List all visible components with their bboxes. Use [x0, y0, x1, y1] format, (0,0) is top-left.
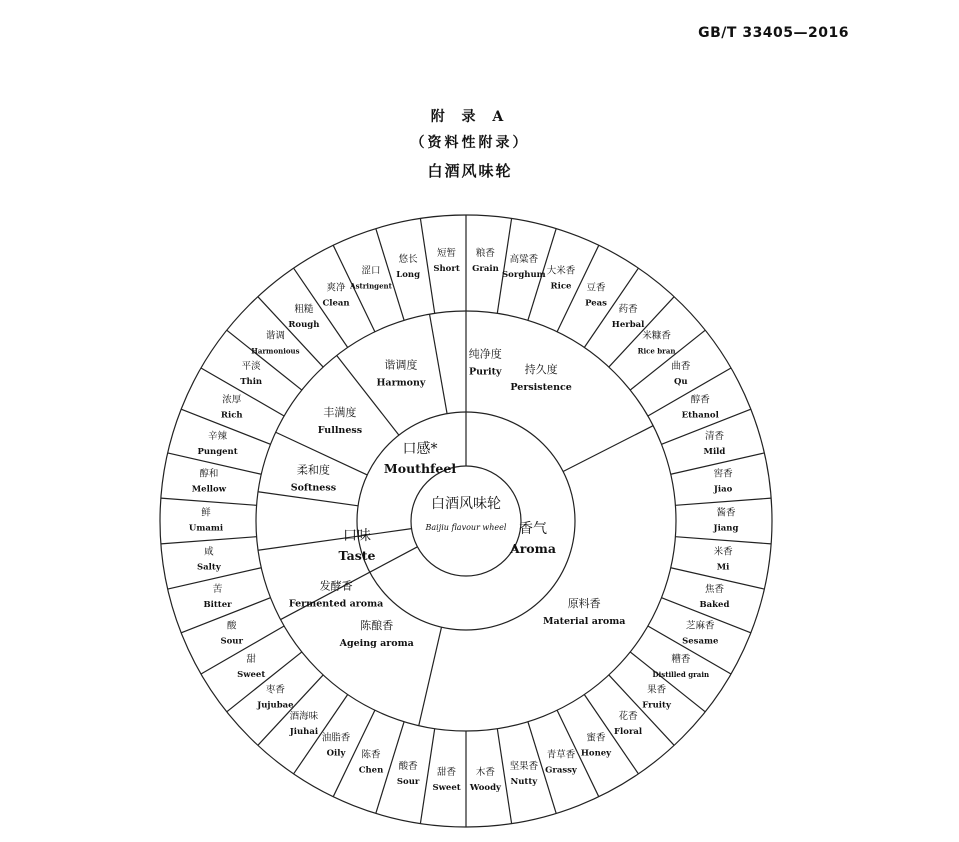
descriptor-40	[349, 265, 392, 290]
subcategory-divider	[430, 314, 448, 413]
descriptor-19	[545, 749, 578, 776]
descriptor-40-zh: 涩口	[361, 265, 381, 277]
descriptor-2	[502, 253, 546, 280]
descriptor-38-en: Rough	[288, 320, 320, 331]
subcategory-7	[469, 347, 502, 378]
subcategory-4	[291, 463, 336, 494]
subcategory-divider	[419, 627, 442, 725]
category-2	[339, 528, 376, 563]
category-1	[509, 521, 556, 556]
descriptor-32	[189, 507, 224, 534]
descriptor-24-en: Chen	[358, 765, 384, 776]
descriptor-37-zh: 谐调	[265, 330, 285, 342]
wheel-center	[425, 496, 507, 532]
descriptor-36	[240, 360, 262, 387]
category-2-en: Taste	[338, 548, 376, 563]
subcategory-3	[339, 618, 414, 649]
subcategory-5	[318, 405, 362, 436]
descriptor-13-zh: 焦香	[704, 584, 724, 596]
wheel-center-zh: 白酒风味轮	[431, 496, 501, 512]
descriptor-33	[192, 468, 227, 495]
descriptor-28	[237, 653, 265, 680]
descriptor-34-en: Pungent	[197, 446, 238, 457]
descriptor-divider	[497, 729, 511, 824]
wheel-ring-1	[411, 466, 521, 576]
descriptor-28-zh: 甜	[246, 653, 256, 665]
descriptor-9	[704, 430, 726, 457]
descriptor-30	[203, 583, 232, 610]
descriptor-divider	[201, 368, 284, 416]
subcategory-7-en: Purity	[468, 366, 502, 378]
category-3-en: Mouthfeel	[383, 461, 457, 476]
descriptor-20-en: Nutty	[510, 776, 538, 787]
descriptor-1-en: Grain	[472, 264, 499, 275]
descriptor-11	[713, 507, 739, 534]
subcategory-8	[510, 362, 571, 393]
descriptor-divider	[648, 626, 731, 674]
descriptor-7-zh: 曲香	[671, 361, 691, 373]
descriptor-4	[585, 281, 607, 308]
descriptor-2-en: Sorghum	[502, 270, 546, 281]
descriptor-13-en: Baked	[699, 600, 730, 611]
descriptor-16-en: Fruity	[642, 700, 671, 711]
descriptor-30-zh: 苦	[212, 584, 223, 596]
category-3-zh: 口感*	[402, 441, 438, 457]
descriptor-18-en: Honey	[580, 748, 612, 759]
category-3	[384, 440, 456, 476]
descriptor-34-zh: 辛辣	[208, 430, 228, 442]
descriptor-42-en: Short	[433, 264, 460, 275]
descriptor-23-zh: 酸香	[398, 760, 418, 772]
descriptor-19-en: Grassy	[545, 765, 577, 776]
descriptor-6-zh: 米糠香	[642, 330, 671, 342]
subcategory-3-zh: 陈酿香	[360, 618, 394, 632]
descriptor-10-zh: 窖香	[713, 468, 733, 480]
descriptor-30-en: Bitter	[203, 600, 232, 611]
descriptor-27-zh: 枣香	[265, 684, 285, 696]
subcategory-1-zh: 原料香	[567, 596, 601, 610]
descriptor-divider	[420, 729, 434, 824]
descriptor-divider	[161, 498, 257, 505]
subcategory-2-zh: 发酵香	[319, 579, 353, 593]
subcategory-7-zh: 纯净度	[468, 347, 502, 361]
descriptor-33-zh: 醇和	[199, 468, 219, 480]
descriptor-13	[699, 583, 729, 610]
descriptor-20	[510, 760, 539, 787]
descriptor-35	[221, 394, 243, 421]
category-1-en: Aroma	[510, 541, 556, 556]
descriptor-41-en: Long	[396, 270, 421, 281]
descriptor-6	[638, 330, 676, 356]
descriptor-6-en: Rice bran	[637, 346, 676, 356]
descriptor-12-zh: 米香	[713, 546, 733, 558]
descriptor-22	[432, 766, 460, 793]
descriptor-14-zh: 芝麻香	[685, 620, 715, 632]
subcategory-divider	[563, 426, 653, 472]
subcategory-4-zh: 柔和度	[296, 463, 330, 477]
subcategory-5-en: Fullness	[317, 424, 363, 436]
descriptor-5-en: Herbal	[611, 320, 645, 331]
descriptor-32-en: Umami	[188, 523, 224, 534]
descriptor-29-zh: 酸	[226, 620, 237, 632]
descriptor-8-zh: 醇香	[690, 394, 710, 406]
category-1-zh: 香气	[519, 521, 547, 537]
descriptor-31-zh: 咸	[204, 546, 214, 558]
descriptor-21-zh: 木香	[475, 766, 495, 778]
subcategory-2-en: Fermented aroma	[288, 598, 384, 610]
descriptor-26-zh: 酒海味	[289, 710, 319, 722]
descriptor-5-zh: 药香	[618, 304, 638, 316]
descriptor-3-zh: 大米香	[546, 265, 576, 277]
descriptor-24	[359, 749, 384, 776]
descriptor-29	[221, 619, 244, 646]
descriptor-21	[469, 766, 502, 793]
subcategory-6-zh: 谐调度	[384, 358, 418, 372]
descriptor-20-zh: 坚果香	[509, 760, 539, 772]
descriptor-1	[472, 247, 499, 274]
descriptor-divider	[227, 330, 302, 390]
descriptor-17-en: Floral	[614, 726, 643, 737]
subcategory-6-en: Harmony	[376, 377, 426, 389]
descriptor-21-en: Woody	[469, 782, 501, 793]
descriptor-31	[197, 545, 222, 572]
figure-caption: 白酒风味轮	[427, 162, 513, 180]
descriptor-4-en: Peas	[585, 298, 607, 309]
descriptor-25	[322, 732, 351, 759]
descriptor-12	[714, 545, 734, 572]
descriptor-23-en: Sour	[396, 776, 420, 787]
descriptor-39-zh: 爽净	[326, 282, 346, 294]
descriptor-22-en: Sweet	[432, 782, 461, 793]
descriptor-18	[581, 732, 612, 759]
descriptor-18-zh: 蜜香	[586, 732, 606, 744]
descriptor-9-en: Mild	[703, 446, 726, 457]
descriptor-15-en: Distilled grain	[652, 669, 710, 679]
subcategory-6	[376, 357, 425, 388]
descriptor-25-en: Oily	[326, 748, 346, 759]
descriptor-divider	[675, 537, 771, 544]
descriptor-8	[682, 394, 720, 421]
subcategory-8-zh: 持久度	[524, 363, 558, 377]
descriptor-27-en: Jujubae	[257, 700, 294, 711]
subcategory-5-zh: 丰满度	[323, 405, 357, 419]
descriptor-5	[612, 303, 645, 330]
descriptor-10-en: Jiao	[713, 484, 733, 495]
descriptor-23	[397, 760, 420, 787]
descriptor-39-en: Clean	[322, 298, 350, 309]
descriptor-29-en: Sour	[220, 636, 243, 647]
descriptor-9-zh: 清香	[704, 430, 724, 442]
descriptor-14	[682, 619, 719, 646]
descriptor-41	[396, 253, 420, 280]
standard-number: GB/T 33405—2016	[698, 25, 849, 41]
descriptor-divider	[161, 537, 257, 544]
descriptor-38	[288, 303, 319, 330]
descriptor-42	[433, 247, 459, 274]
descriptor-39	[322, 281, 349, 308]
descriptor-27	[256, 683, 294, 710]
descriptor-26-en: Jiuhai	[289, 726, 319, 737]
descriptor-34	[197, 430, 237, 457]
descriptor-1-zh: 粮香	[475, 248, 495, 260]
descriptor-7-en: Qu	[674, 377, 688, 388]
descriptor-17	[614, 710, 643, 737]
descriptor-divider	[201, 626, 284, 674]
descriptor-7	[671, 360, 691, 387]
descriptor-10	[713, 468, 733, 495]
descriptor-4-zh: 豆香	[586, 282, 606, 294]
subcategory-8-en: Persistence	[510, 382, 572, 394]
descriptor-divider	[497, 218, 511, 313]
appendix-type: （资料性附录）	[410, 135, 530, 151]
descriptor-divider	[648, 368, 731, 416]
appendix-title: 附 录 A	[430, 109, 510, 125]
descriptor-3	[547, 264, 576, 291]
subcategory-1	[543, 596, 626, 627]
descriptor-11-zh: 酱香	[716, 507, 736, 519]
subcategory-3-en: Ageing aroma	[339, 637, 414, 649]
descriptor-divider	[675, 498, 771, 505]
category-2-zh: 口味	[343, 528, 371, 544]
subcategory-4-en: Softness	[290, 482, 337, 494]
descriptor-28-en: Sweet	[237, 669, 266, 680]
descriptor-33-en: Mellow	[191, 484, 227, 495]
descriptor-37-en: Harmonious	[251, 346, 300, 356]
category-divider	[258, 529, 411, 551]
descriptor-16-zh: 果香	[647, 684, 667, 696]
subcategory-divider	[258, 492, 358, 506]
descriptor-35-zh: 浓厚	[222, 394, 242, 406]
descriptor-35-en: Rich	[220, 410, 243, 421]
descriptor-2-zh: 高粱香	[509, 254, 539, 266]
descriptor-41-zh: 悠长	[398, 254, 418, 266]
descriptor-24-zh: 陈香	[361, 749, 381, 761]
descriptor-15-zh: 糟香	[671, 653, 691, 665]
descriptor-19-zh: 青草香	[546, 749, 576, 761]
descriptor-3-en: Rice	[550, 281, 572, 292]
descriptor-40-en: Astringent	[350, 281, 392, 291]
descriptor-11-en: Jiang	[713, 523, 739, 534]
descriptor-14-en: Sesame	[682, 636, 719, 647]
descriptor-36-en: Thin	[240, 377, 263, 388]
descriptor-12-en: Mi	[716, 562, 730, 573]
descriptor-17-zh: 花香	[618, 710, 638, 722]
descriptor-31-en: Salty	[197, 562, 221, 573]
descriptor-25-zh: 油脂香	[321, 732, 351, 744]
descriptor-36-zh: 平淡	[241, 361, 261, 373]
descriptor-22-zh: 甜香	[437, 766, 457, 778]
subcategory-1-en: Material aroma	[542, 615, 626, 627]
descriptor-42-zh: 短暂	[437, 248, 457, 260]
wheel-center-en: Baijiu flavour wheel	[425, 523, 507, 532]
descriptor-26	[289, 710, 319, 737]
subcategory-2	[289, 579, 383, 610]
descriptor-8-en: Ethanol	[681, 410, 719, 421]
descriptor-38-zh: 粗糙	[294, 304, 314, 316]
descriptor-16	[642, 683, 672, 710]
descriptor-32-zh: 鲜	[201, 507, 211, 519]
